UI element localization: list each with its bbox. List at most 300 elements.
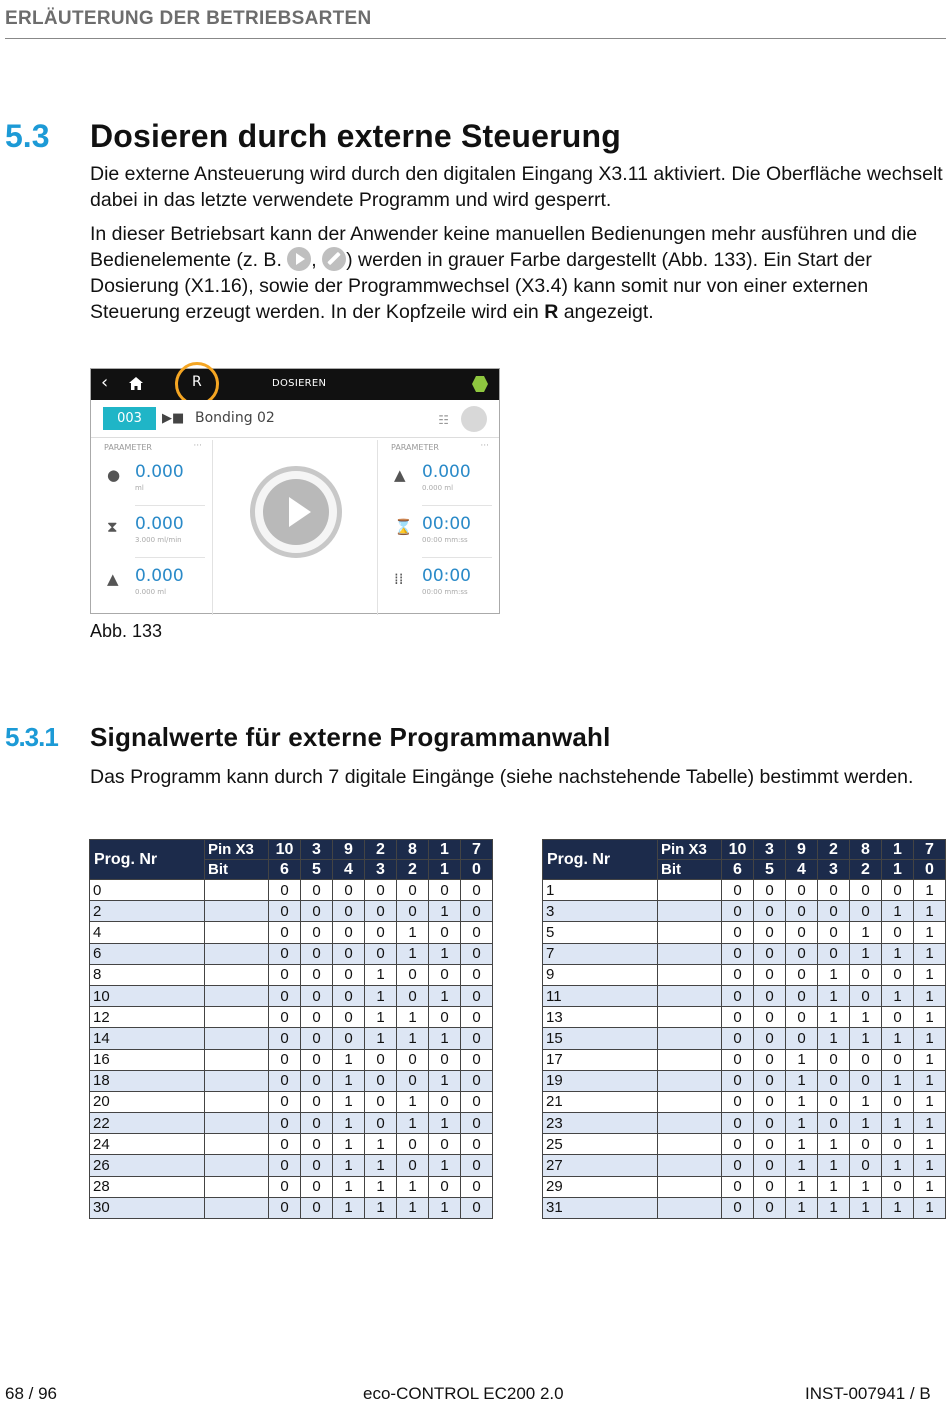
bit-value-cell: 0: [429, 1176, 461, 1197]
bit-value-cell: 0: [722, 1155, 754, 1176]
bit-value-cell: 0: [722, 1049, 754, 1070]
bit-value-cell: 1: [914, 922, 946, 943]
bit-header: Bit: [658, 860, 722, 880]
table-row: [543, 922, 946, 943]
prog-nr-cell: 2: [90, 901, 205, 922]
table-row: [543, 1049, 946, 1070]
bit-value-cell: 0: [429, 1091, 461, 1112]
parameter-value: 0.000: [135, 514, 184, 534]
table-row: [90, 1113, 493, 1134]
bit-value-cell: 0: [461, 964, 493, 985]
bit-value-cell: 0: [461, 1007, 493, 1028]
table-row: [90, 1049, 493, 1070]
bit-value-cell: 1: [818, 1134, 850, 1155]
parameter-unit: 00:00 mm:ss: [422, 588, 468, 596]
pin-header: 2: [818, 840, 850, 860]
pin-header: 1: [429, 840, 461, 860]
bit-value-cell: 0: [365, 1091, 397, 1112]
bit-value-cell: 0: [882, 964, 914, 985]
bit-value-cell: 0: [786, 922, 818, 943]
prog-nr-cell: 21: [543, 1091, 658, 1112]
bit-value-cell: 0: [722, 922, 754, 943]
bit-value-cell: 0: [461, 1028, 493, 1049]
list-icon: ☷: [438, 413, 449, 427]
bit-value-cell: 1: [397, 1113, 429, 1134]
bit-value-cell: 1: [914, 1176, 946, 1197]
empty-label-cell: [205, 1197, 269, 1218]
bit-value-cell: 0: [429, 1134, 461, 1155]
bit-value-cell: 0: [301, 1007, 333, 1028]
bit-value-cell: 1: [882, 985, 914, 1006]
bit-value-cell: 0: [365, 901, 397, 922]
empty-label-cell: [205, 1070, 269, 1091]
prog-nr-cell: 6: [90, 943, 205, 964]
bit-value-cell: 0: [269, 1028, 301, 1049]
empty-label-cell: [205, 1091, 269, 1112]
bit-number-header: 2: [850, 860, 882, 880]
empty-label-cell: [205, 1113, 269, 1134]
bit-value-cell: 1: [333, 1113, 365, 1134]
bit-number-header: 6: [269, 860, 301, 880]
parameter-value: 00:00: [422, 514, 471, 534]
bit-value-cell: 1: [786, 1155, 818, 1176]
empty-label-cell: [658, 901, 722, 922]
bit-value-cell: 0: [818, 943, 850, 964]
prog-nr-cell: 22: [90, 1113, 205, 1134]
bit-value-cell: 1: [914, 1091, 946, 1112]
bit-value-cell: 1: [397, 1028, 429, 1049]
bit-value-cell: 1: [818, 985, 850, 1006]
prog-nr-cell: 17: [543, 1049, 658, 1070]
section-title: Dosieren durch externe Steuerung: [90, 118, 621, 154]
table-row: [90, 1176, 493, 1197]
more-dots-icon: ···: [480, 441, 489, 451]
table-row: [543, 901, 946, 922]
bit-value-cell: 0: [397, 1134, 429, 1155]
bit-value-cell: 0: [722, 880, 754, 901]
empty-label-cell: [205, 964, 269, 985]
paragraph-2-text-c: angezeigt.: [558, 301, 654, 323]
bit-value-cell: 0: [301, 1197, 333, 1218]
pin-header: 7: [914, 840, 946, 860]
bit-value-cell: 1: [429, 1155, 461, 1176]
pin-header: 7: [461, 840, 493, 860]
parameter-row: [378, 506, 500, 558]
prog-nr-cell: 15: [543, 1028, 658, 1049]
bit-value-cell: 0: [818, 922, 850, 943]
prog-nr-cell: 8: [90, 964, 205, 985]
pin-header: 3: [754, 840, 786, 860]
table-row: [90, 1155, 493, 1176]
bit-value-cell: 0: [269, 880, 301, 901]
table-row: [543, 880, 946, 901]
bit-number-header: 6: [722, 860, 754, 880]
bit-value-cell: 0: [301, 1134, 333, 1155]
bit-value-cell: 1: [882, 943, 914, 964]
bit-value-cell: 0: [722, 985, 754, 1006]
bit-value-cell: 0: [754, 1176, 786, 1197]
prog-nr-cell: 30: [90, 1197, 205, 1218]
bit-value-cell: 1: [786, 1113, 818, 1134]
bit-value-cell: 0: [365, 943, 397, 964]
program-bar: [91, 400, 499, 438]
bit-value-cell: 1: [818, 1155, 850, 1176]
bit-value-cell: 1: [333, 1155, 365, 1176]
bit-value-cell: 1: [882, 1028, 914, 1049]
prog-nr-cell: 1: [543, 880, 658, 901]
bit-value-cell: 0: [429, 922, 461, 943]
bit-number-header: 4: [333, 860, 365, 880]
prog-nr-cell: 9: [543, 964, 658, 985]
back-icon: ‹: [101, 372, 109, 393]
bit-value-cell: 0: [882, 880, 914, 901]
bit-value-cell: 0: [301, 985, 333, 1006]
bit-value-cell: 1: [818, 964, 850, 985]
empty-label-cell: [205, 1028, 269, 1049]
pulse-icon: ⁞⁞: [394, 570, 404, 588]
bit-value-cell: 1: [397, 1007, 429, 1028]
prog-nr-cell: 5: [543, 922, 658, 943]
bit-value-cell: 0: [754, 985, 786, 1006]
prog-nr-cell: 11: [543, 985, 658, 1006]
bit-value-cell: 0: [333, 985, 365, 1006]
bit-value-cell: 1: [914, 1197, 946, 1218]
bit-value-cell: 0: [461, 880, 493, 901]
bit-value-cell: 1: [850, 943, 882, 964]
bit-value-cell: 0: [722, 1007, 754, 1028]
parameter-value: 0.000: [135, 462, 184, 482]
footer-product-name: eco-CONTROL EC200 2.0: [363, 1384, 564, 1403]
bit-value-cell: 1: [882, 1197, 914, 1218]
bit-value-cell: 0: [397, 985, 429, 1006]
bit-value-cell: 0: [850, 880, 882, 901]
bit-value-cell: 0: [722, 1197, 754, 1218]
bit-value-cell: 0: [786, 1007, 818, 1028]
bit-value-cell: 0: [850, 1049, 882, 1070]
empty-label-cell: [658, 1176, 722, 1197]
bit-value-cell: 0: [850, 1070, 882, 1091]
bit-value-cell: 0: [722, 1070, 754, 1091]
bit-value-cell: 1: [882, 1113, 914, 1134]
bit-value-cell: 1: [397, 943, 429, 964]
home-icon: [129, 377, 143, 390]
bit-value-cell: 1: [914, 1049, 946, 1070]
prog-nr-cell: 20: [90, 1091, 205, 1112]
bit-number-header: 2: [397, 860, 429, 880]
play-icon: [287, 247, 311, 271]
prog-nr-cell: 3: [543, 901, 658, 922]
parameter-row: [91, 454, 213, 506]
table-row: [90, 943, 493, 964]
prog-nr-cell: 16: [90, 1049, 205, 1070]
bit-value-cell: 0: [269, 1113, 301, 1134]
table-row: [90, 922, 493, 943]
bit-value-cell: 0: [301, 1070, 333, 1091]
parameter-row: [91, 506, 213, 558]
bit-value-cell: 0: [301, 964, 333, 985]
bit-value-cell: 0: [818, 1049, 850, 1070]
bit-value-cell: 0: [365, 1070, 397, 1091]
bit-value-cell: 0: [722, 901, 754, 922]
empty-label-cell: [658, 943, 722, 964]
signal-table-odd: [542, 839, 946, 1219]
bit-value-cell: 0: [269, 1070, 301, 1091]
bit-value-cell: 0: [754, 964, 786, 985]
bit-value-cell: 0: [882, 922, 914, 943]
bit-value-cell: 0: [786, 1028, 818, 1049]
bit-value-cell: 0: [882, 1091, 914, 1112]
bit-value-cell: 0: [429, 880, 461, 901]
empty-label-cell: [205, 943, 269, 964]
bit-value-cell: 0: [397, 1049, 429, 1070]
pin-header: 9: [786, 840, 818, 860]
bit-value-cell: 0: [333, 943, 365, 964]
bit-value-cell: 0: [754, 1070, 786, 1091]
prog-nr-cell: 7: [543, 943, 658, 964]
footer-document-id: INST-007941 / B: [805, 1384, 931, 1403]
bit-value-cell: 0: [301, 1176, 333, 1197]
bit-value-cell: 1: [882, 1070, 914, 1091]
bit-value-cell: 0: [754, 1028, 786, 1049]
bit-value-cell: 0: [333, 1028, 365, 1049]
bit-value-cell: 1: [850, 1007, 882, 1028]
bit-value-cell: 1: [850, 1028, 882, 1049]
prog-nr-cell: 24: [90, 1134, 205, 1155]
bit-value-cell: 1: [365, 1028, 397, 1049]
bit-value-cell: 0: [850, 1134, 882, 1155]
bit-number-header: 0: [914, 860, 946, 880]
bit-value-cell: 1: [850, 922, 882, 943]
parameter-value: 00:00: [422, 566, 471, 586]
prog-nr-cell: 25: [543, 1134, 658, 1155]
table-row: [543, 1155, 946, 1176]
bit-value-cell: 0: [722, 1176, 754, 1197]
empty-label-cell: [205, 1049, 269, 1070]
prog-nr-cell: 10: [90, 985, 205, 1006]
table-row: [543, 985, 946, 1006]
figure-caption: Abb. 133: [90, 621, 163, 641]
bit-value-cell: 0: [461, 922, 493, 943]
parameter-column-right: [377, 440, 499, 615]
bit-value-cell: 0: [333, 880, 365, 901]
bit-value-cell: 0: [754, 1197, 786, 1218]
bit-value-cell: 0: [365, 880, 397, 901]
bit-value-cell: 1: [818, 1028, 850, 1049]
bit-value-cell: 0: [461, 1155, 493, 1176]
table-row: [543, 964, 946, 985]
bit-value-cell: 0: [754, 943, 786, 964]
edit-button-disabled: [461, 406, 487, 432]
pin-x3-header: Pin X3: [658, 840, 722, 860]
bit-value-cell: 0: [754, 1049, 786, 1070]
bit-value-cell: 0: [754, 901, 786, 922]
bit-value-cell: 0: [301, 1091, 333, 1112]
empty-label-cell: [658, 964, 722, 985]
droplet-icon: ●: [107, 466, 121, 484]
bit-value-cell: 0: [882, 1176, 914, 1197]
bit-value-cell: 0: [269, 901, 301, 922]
table-row: [543, 1113, 946, 1134]
bit-value-cell: 0: [461, 1070, 493, 1091]
prog-nr-cell: 13: [543, 1007, 658, 1028]
bit-value-cell: 0: [754, 1113, 786, 1134]
empty-label-cell: [205, 1176, 269, 1197]
flame-icon: ▲: [107, 570, 119, 588]
empty-label-cell: [658, 922, 722, 943]
empty-label-cell: [205, 985, 269, 1006]
prog-nr-cell: 26: [90, 1155, 205, 1176]
bit-value-cell: 1: [914, 1134, 946, 1155]
bit-value-cell: 0: [850, 901, 882, 922]
empty-label-cell: [658, 985, 722, 1006]
bit-value-cell: 1: [882, 901, 914, 922]
bit-value-cell: 0: [818, 1070, 850, 1091]
bit-value-cell: 0: [269, 985, 301, 1006]
bit-value-cell: 0: [786, 943, 818, 964]
table-row: [543, 1070, 946, 1091]
empty-label-cell: [658, 1028, 722, 1049]
empty-label-cell: [658, 1113, 722, 1134]
remote-indicator: R: [192, 374, 202, 390]
prog-nr-cell: 28: [90, 1176, 205, 1197]
parameter-unit: 0.000 ml: [422, 484, 454, 492]
empty-label-cell: [658, 1197, 722, 1218]
bit-value-cell: 0: [461, 1049, 493, 1070]
bit-value-cell: 1: [850, 1176, 882, 1197]
bit-value-cell: 1: [365, 1007, 397, 1028]
bit-value-cell: 0: [301, 1049, 333, 1070]
bit-value-cell: 0: [333, 922, 365, 943]
program-name: Bonding 02: [195, 410, 275, 426]
parameter-unit: 00:00 mm:ss: [422, 536, 468, 544]
screen-title: DOSIEREN: [272, 378, 327, 389]
parameter-value: 0.000: [135, 566, 184, 586]
parameter-row: [91, 558, 213, 610]
paragraph-2-separator: ,: [311, 249, 323, 271]
bit-value-cell: 0: [269, 1197, 301, 1218]
bit-value-cell: 0: [722, 943, 754, 964]
bit-value-cell: 0: [461, 901, 493, 922]
bit-value-cell: 1: [397, 1091, 429, 1112]
bit-value-cell: 0: [786, 985, 818, 1006]
paragraph-2-text-b: ) werden in grauer Farbe dargestellt (Abb. 133). Ein Start der Dosierung (X1.16), sowie der Programmwechsel (X3.4) kann somit nur von einer externen Steuerung erzeugt werden. In der Kopfzeile wird ein: [90, 249, 872, 323]
bit-value-cell: 1: [333, 1176, 365, 1197]
empty-label-cell: [658, 1049, 722, 1070]
subsection-title: Signalwerte für externe Programmanwahl: [90, 722, 611, 752]
bit-value-cell: 1: [914, 901, 946, 922]
table-row: [90, 880, 493, 901]
bit-value-cell: 0: [882, 1007, 914, 1028]
timer-icon: ⌛: [394, 518, 413, 536]
parameter-label: PARAMETER: [391, 443, 439, 452]
bit-value-cell: 1: [850, 1113, 882, 1134]
bit-value-cell: 1: [429, 1028, 461, 1049]
bit-value-cell: 0: [461, 1176, 493, 1197]
parameter-unit: ml: [135, 484, 144, 492]
bit-value-cell: 1: [333, 1049, 365, 1070]
bit-value-cell: 0: [301, 901, 333, 922]
bit-value-cell: 0: [397, 880, 429, 901]
table-row: [543, 1091, 946, 1112]
prog-nr-header: Prog. Nr: [543, 840, 658, 880]
table-row: [90, 1007, 493, 1028]
bit-value-cell: 0: [269, 1155, 301, 1176]
prog-nr-cell: 23: [543, 1113, 658, 1134]
table-row: [90, 985, 493, 1006]
bit-value-cell: 0: [722, 1113, 754, 1134]
bit-value-cell: 1: [914, 1007, 946, 1028]
bit-value-cell: 0: [754, 880, 786, 901]
subsection-number: 5.3.1: [5, 722, 58, 752]
bit-value-cell: 0: [429, 964, 461, 985]
flow-rate-icon: ⧗: [107, 518, 118, 536]
prog-nr-cell: 19: [543, 1070, 658, 1091]
dosing-screen-figure: [90, 368, 500, 614]
pin-x3-header: Pin X3: [205, 840, 269, 860]
prog-nr-cell: 27: [543, 1155, 658, 1176]
parameter-unit: 3.000 ml/min: [135, 536, 182, 544]
bit-value-cell: 0: [461, 1134, 493, 1155]
bit-number-header: 1: [882, 860, 914, 880]
bit-value-cell: 1: [850, 1197, 882, 1218]
section-number: 5.3: [5, 118, 50, 154]
bit-value-cell: 1: [365, 1155, 397, 1176]
bit-value-cell: 0: [429, 1049, 461, 1070]
bit-value-cell: 1: [429, 901, 461, 922]
bit-value-cell: 1: [786, 1176, 818, 1197]
pin-header: 10: [269, 840, 301, 860]
bit-value-cell: 0: [754, 1155, 786, 1176]
bit-value-cell: 0: [754, 1134, 786, 1155]
bit-value-cell: 0: [365, 1113, 397, 1134]
bit-value-cell: 0: [461, 1113, 493, 1134]
table-row: [90, 1197, 493, 1218]
bit-value-cell: 0: [269, 1176, 301, 1197]
bit-number-header: 3: [818, 860, 850, 880]
prog-nr-cell: 4: [90, 922, 205, 943]
parameter-value: 0.000: [422, 462, 471, 482]
empty-label-cell: [205, 1007, 269, 1028]
bit-value-cell: 0: [818, 1091, 850, 1112]
bit-value-cell: 1: [429, 1070, 461, 1091]
bit-value-cell: 1: [914, 1155, 946, 1176]
empty-label-cell: [205, 1134, 269, 1155]
bit-value-cell: 1: [365, 1197, 397, 1218]
bit-value-cell: 0: [786, 964, 818, 985]
table-row: [543, 1197, 946, 1218]
table-row: [90, 1070, 493, 1091]
table-row: [543, 1007, 946, 1028]
bit-number-header: 4: [786, 860, 818, 880]
table-row: [90, 1028, 493, 1049]
bit-value-cell: 0: [269, 1007, 301, 1028]
flame-icon: ▲: [394, 466, 406, 484]
bit-value-cell: 1: [818, 1007, 850, 1028]
signal-table-even: [89, 839, 493, 1219]
bit-header: Bit: [205, 860, 269, 880]
bit-value-cell: 0: [429, 1007, 461, 1028]
section-paragraph-1: Die externe Ansteuerung wird durch den digitalen Eingang X3.11 aktiviert. Die Oberfläche wechselt dabei in das letzte verwendete Programm und wird gesperrt.: [90, 163, 943, 211]
header-divider: [5, 38, 946, 39]
empty-label-cell: [658, 1007, 722, 1028]
pin-header: 8: [850, 840, 882, 860]
bit-value-cell: 1: [914, 985, 946, 1006]
bit-value-cell: 1: [397, 922, 429, 943]
bit-value-cell: 1: [333, 1134, 365, 1155]
bit-value-cell: 1: [397, 1176, 429, 1197]
bit-value-cell: 1: [333, 1197, 365, 1218]
bit-value-cell: 0: [397, 1155, 429, 1176]
